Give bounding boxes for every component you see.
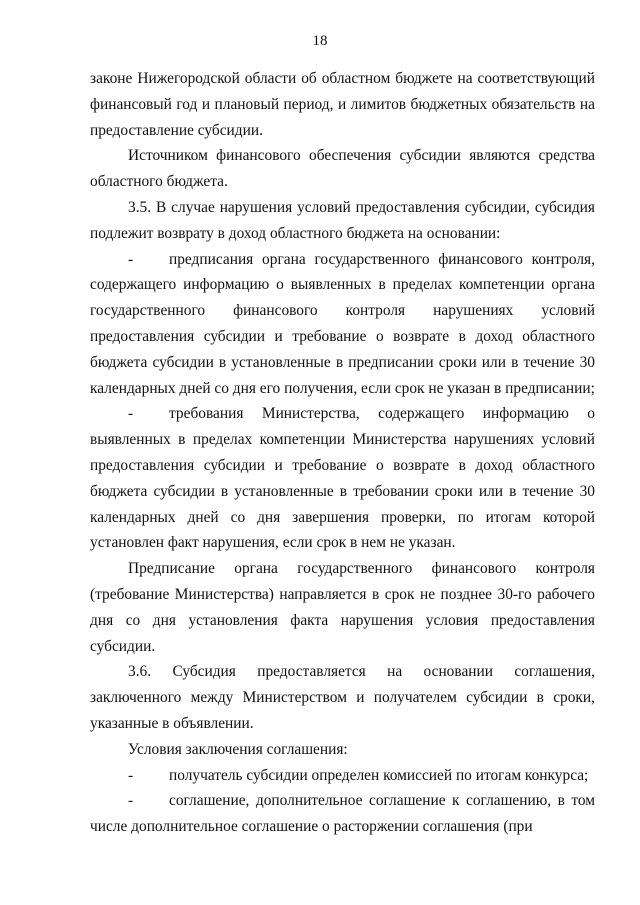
list-item: [90, 401, 595, 556]
list-item-text: получатель субсидии определен комиссией по итогам конкурса;: [169, 766, 589, 784]
list-item: [90, 247, 595, 402]
paragraph: 3.5. В случае нарушения условий предоставления субсидии, субсидия подлежит возврату в доход областного бюджета на основании:: [90, 198, 595, 242]
list-item-text: соглашение, дополнительное соглашение к соглашению, в том числе дополнительное соглашение о расторжении соглашения (при: [90, 792, 595, 836]
document-body: [90, 66, 595, 840]
list-item: [90, 763, 595, 789]
page-number: 18: [312, 33, 328, 49]
paragraph: Предписание органа государственного финансового контроля (требование Министерства) направляется в срок не позднее 30-го рабочего дня со дня установления факта нарушения условия предоставления субсидии.: [90, 560, 595, 655]
list-marker: -: [128, 250, 134, 268]
list-item-text: требования Министерства, содержащего информацию о выявленных в пределах компетенции Министерства нарушениях условий предоставления субсидии и требование о возврате в доход областного бюджета субсидии в установленные в требовании сроки или в течение 30 календарных дней со дня завершения проверки, по итогам которой установлен факт нарушения, если срок в нем не указан.: [90, 405, 595, 552]
list-item: [90, 788, 595, 840]
list-marker: -: [128, 405, 134, 423]
list-marker: -: [128, 792, 134, 810]
list-item-text: предписания органа государственного финансового контроля, содержащего информацию о выявленных в пределах компетенции органа государственного финансового контроля нарушениях условий предоставления субсидии и требование о возврате в доход областного бюджета субсидии в установленные в предписании сроки или в течение 30 календарных дней со дня его получения, если срок не указан в предписании;: [90, 250, 595, 397]
list-marker: -: [128, 766, 134, 784]
paragraph: законе Нижегородской области об областном бюджете на соответствующий финансовый год и плановый период, и лимитов бюджетных обязательств на предоставление субсидии.: [90, 70, 595, 139]
paragraph: 3.6. Субсидия предоставляется на основании соглашения, заключенного между Министерством и получателем субсидии в сроки, указанные в объявлении.: [90, 663, 595, 732]
paragraph: Источником финансового обеспечения субсидии являются средства областного бюджета.: [90, 147, 595, 191]
paragraph: Условия заключения соглашения:: [128, 740, 348, 758]
